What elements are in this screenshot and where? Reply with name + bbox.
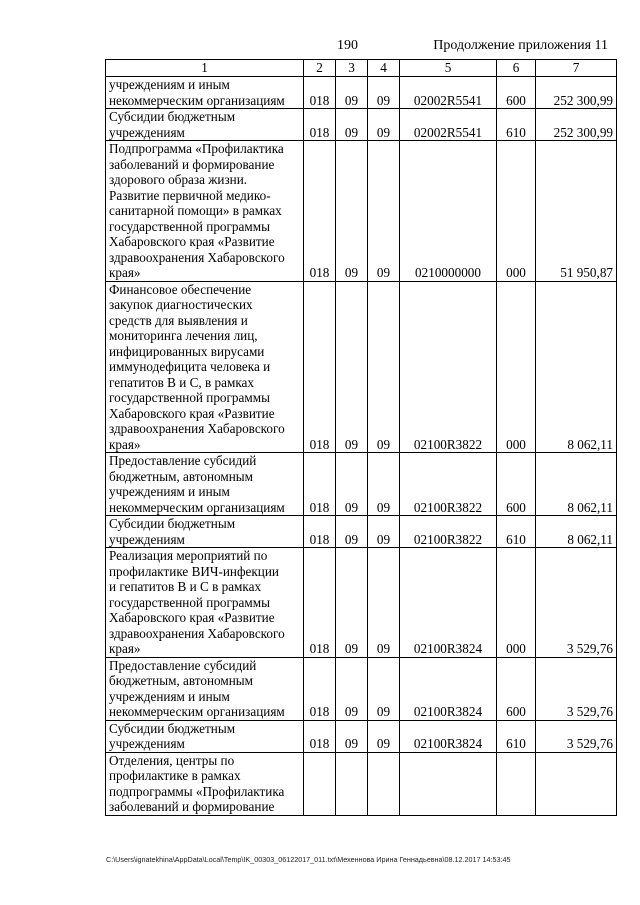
row-description — [106, 453, 304, 516]
amount: 252 300,99 — [536, 109, 617, 141]
section-code — [336, 752, 368, 815]
table-row — [106, 752, 617, 815]
amount — [536, 752, 617, 815]
subsection-code: 09 — [368, 720, 400, 752]
table-row — [106, 720, 617, 752]
description-line: края» — [109, 265, 141, 280]
description-line: профилактике в рамках — [109, 768, 241, 783]
expense-type-code: 000 — [497, 548, 536, 658]
subsection-code: 09 — [368, 77, 400, 109]
expense-type-code: 610 — [497, 516, 536, 548]
page-number: 190 — [337, 38, 358, 53]
expense-type-code: 000 — [497, 141, 536, 282]
row-description — [106, 657, 304, 720]
subsection-code: 09 — [368, 281, 400, 453]
table-row — [106, 281, 617, 453]
row-description — [106, 77, 304, 109]
description-line: Хабаровского края «Развитие — [109, 610, 275, 625]
section-code: 09 — [336, 453, 368, 516]
amount: 8 062,11 — [536, 281, 617, 453]
table-row — [106, 516, 617, 548]
section-code: 09 — [336, 141, 368, 282]
description-line: Субсидии бюджетным — [109, 720, 236, 736]
amount: 252 300,99 — [536, 77, 617, 109]
description-line: Развитие первичной медико- — [109, 187, 271, 203]
budget-table — [105, 59, 617, 816]
ministry-code: 018 — [304, 453, 336, 516]
section-code: 09 — [336, 720, 368, 752]
description-line: санитарной помощи» в рамках — [109, 203, 282, 218]
expense-type-code: 610 — [497, 109, 536, 141]
subsection-code: 09 — [368, 657, 400, 720]
appendix-caption: Продолжение приложения 11 — [433, 38, 608, 53]
description-line: Подпрограмма «Профилактика — [109, 141, 284, 156]
target-article-code: 02002R5541 — [400, 109, 497, 141]
table-row — [106, 141, 617, 282]
section-code: 09 — [336, 548, 368, 658]
description-line: бюджетным, автономным — [109, 468, 253, 484]
row-description — [106, 281, 304, 453]
description-line: Субсидии бюджетным — [109, 516, 236, 531]
expense-type-code: 600 — [497, 657, 536, 720]
description-line: края» — [109, 641, 141, 656]
target-article-code: 02100R3822 — [400, 453, 497, 516]
table-row — [106, 657, 617, 720]
section-code: 09 — [336, 657, 368, 720]
column-header: 6 — [497, 60, 536, 77]
description-line: Хабаровского края «Развитие — [109, 234, 275, 249]
page-header — [0, 38, 640, 56]
description-line: здорового образа жизни. — [109, 172, 248, 187]
amount: 51 950,87 — [536, 141, 617, 282]
subsection-code: 09 — [368, 548, 400, 658]
amount: 3 529,76 — [536, 548, 617, 658]
description-line: Хабаровского края «Развитие — [109, 405, 275, 421]
target-article-code: 02100R3822 — [400, 516, 497, 548]
subsection-code: 09 — [368, 516, 400, 548]
ministry-code: 018 — [304, 720, 336, 752]
target-article-code: 02100R3822 — [400, 281, 497, 453]
row-description — [106, 109, 304, 141]
amount: 8 062,11 — [536, 453, 617, 516]
section-code: 09 — [336, 516, 368, 548]
description-line: профилактике ВИЧ-инфекции — [109, 563, 279, 579]
target-article-code: 0210000000 — [400, 141, 497, 282]
ministry-code: 018 — [304, 281, 336, 453]
amount: 8 062,11 — [536, 516, 617, 548]
footer-file-path: C:\Users\ignatekhina\AppData\Local\Temp\IK_00303_06122017_011.txt\Мехеннова Ирина Геннадьевна\08.12.2017 14:53:45 — [106, 855, 511, 864]
target-article-code: 02002R5541 — [400, 77, 497, 109]
expense-type-code: 610 — [497, 720, 536, 752]
row-description — [106, 141, 304, 282]
column-header: 3 — [336, 60, 368, 77]
column-header: 1 — [106, 60, 304, 77]
description-line: здравоохранения Хабаровского — [109, 625, 285, 641]
target-article-code: 02100R3824 — [400, 720, 497, 752]
ministry-code: 018 — [304, 516, 336, 548]
row-description — [106, 516, 304, 548]
expense-type-code — [497, 752, 536, 815]
description-line: учреждениям и иным — [109, 688, 230, 704]
section-code: 09 — [336, 77, 368, 109]
description-line: некоммерческим организациям — [109, 704, 285, 719]
description-line: Реализация мероприятий по — [109, 548, 268, 563]
description-line: учреждениям — [109, 531, 185, 547]
description-line: заболеваний и формирование — [109, 156, 275, 172]
row-description — [106, 720, 304, 752]
description-line: некоммерческим организациям — [109, 499, 285, 515]
column-header: 5 — [400, 60, 497, 77]
expense-type-code: 600 — [497, 453, 536, 516]
description-line: государственной программы — [109, 218, 270, 234]
table-row — [106, 548, 617, 658]
description-line: учреждениям — [109, 124, 185, 140]
table-row — [106, 77, 617, 109]
subsection-code — [368, 752, 400, 815]
section-code: 09 — [336, 281, 368, 453]
description-line: Финансовое обеспечение — [109, 281, 252, 297]
description-line: государственной программы — [109, 594, 270, 610]
ministry-code: 018 — [304, 657, 336, 720]
column-header: 2 — [304, 60, 336, 77]
description-line: здравоохранения Хабаровского — [109, 421, 285, 436]
description-line: Отделения, центры по — [109, 752, 235, 768]
subsection-code: 09 — [368, 141, 400, 282]
description-line: закупок диагностических — [109, 297, 253, 312]
description-line: мониторинга лечения лиц, — [109, 328, 258, 343]
ministry-code: 018 — [304, 141, 336, 282]
amount: 3 529,76 — [536, 720, 617, 752]
column-header: 7 — [536, 60, 617, 77]
description-line: края» — [109, 436, 141, 452]
description-line: учреждениям и иным — [109, 484, 230, 499]
table-header-row — [106, 60, 617, 77]
description-line: Предоставление субсидий — [109, 453, 257, 468]
column-header: 4 — [368, 60, 400, 77]
expense-type-code: 600 — [497, 77, 536, 109]
target-article-code: 02100R3824 — [400, 657, 497, 720]
table-body — [106, 77, 617, 816]
amount: 3 529,76 — [536, 657, 617, 720]
description-line: учреждениям — [109, 736, 185, 751]
description-line: подпрограммы «Профилактика — [109, 783, 285, 799]
description-line: Предоставление субсидий — [109, 657, 257, 673]
description-line: гепатитов В и С, в рамках — [109, 374, 254, 390]
target-article-code — [400, 752, 497, 815]
description-line: бюджетным, автономным — [109, 673, 253, 688]
description-line: некоммерческим организациям — [109, 92, 285, 108]
row-description — [106, 548, 304, 658]
description-line: учреждениям и иным — [109, 77, 230, 92]
subsection-code: 09 — [368, 109, 400, 141]
table-row — [106, 453, 617, 516]
description-line: средств для выявления и — [109, 312, 248, 328]
section-code: 09 — [336, 109, 368, 141]
description-line: Субсидии бюджетным — [109, 109, 236, 124]
ministry-code: 018 — [304, 548, 336, 658]
description-line: государственной программы — [109, 390, 270, 405]
ministry-code: 018 — [304, 109, 336, 141]
row-description — [106, 752, 304, 815]
subsection-code: 09 — [368, 453, 400, 516]
ministry-code: 018 — [304, 77, 336, 109]
expense-type-code: 000 — [497, 281, 536, 453]
table-row — [106, 109, 617, 141]
description-line: здравоохранения Хабаровского — [109, 249, 285, 265]
target-article-code: 02100R3824 — [400, 548, 497, 658]
description-line: инфицированных вирусами — [109, 343, 265, 359]
description-line: заболеваний и формирование — [109, 799, 275, 814]
description-line: и гепатитов В и С в рамках — [109, 579, 262, 594]
ministry-code — [304, 752, 336, 815]
description-line: иммунодефицита человека и — [109, 359, 271, 374]
